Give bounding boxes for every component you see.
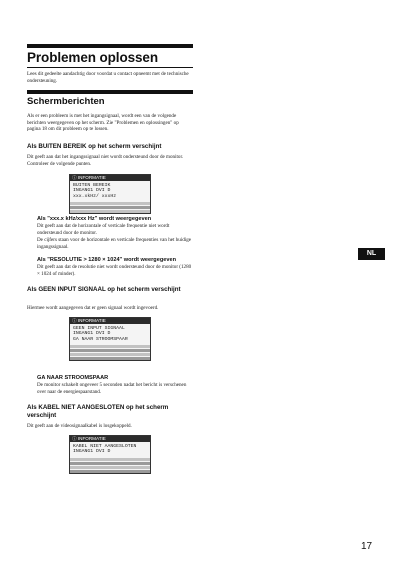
frequency-body: Dit geeft aan dat de horizontale of verticale frequentie niet wordt ondersteund door de monitor. [37,223,170,236]
info-icon: ⓘ [72,436,78,441]
geen-input-body: Hiermee wordt aangegeven dat er geen signaal wordt ingevoerd. [27,305,159,311]
section-rule [27,90,193,94]
osd-title: INFORMATIE [77,175,106,180]
stroomspaar-body: De monitor schakelt ongeveer 5 seconden nadat het bericht is verschenen over naar de energiespaarstand. [37,382,187,395]
osd-geen-input [69,317,151,361]
osd-message: KABEL NIET AANGESLOTEN INGANG1 DVI D [73,444,137,455]
page-number: 17 [361,541,373,552]
heading-stroomspaar: GA NAAR STROOMSPAAR [37,375,109,381]
resolutie-body: Dit geeft aan dat de resolutie niet wordt ondersteund door de monitor (1280 × 1024 of minder). [37,264,192,277]
osd-message: GEEN INPUT SIGNAAL INGANG1 DVI D GA NAAR STROOMSPAAR [73,326,128,342]
heading-resolutie: Als "RESOLUTIE > 1280 × 1024" wordt weergegeven [37,257,176,263]
frequency-body-2: De cijfers staan voor de horizontale en verticale frequenties van het huidige ingangssignaal. [37,237,192,250]
osd-title: INFORMATIE [77,436,106,441]
heading-kabel: Als KABEL NIET AANGESLOTEN op het scherm verschijnt [27,404,169,419]
page-title: Problemen oplossen [27,50,158,65]
osd-kabel [69,435,151,474]
info-icon: ⓘ [72,175,78,180]
section-title: Schermberichten [27,96,105,107]
title-rule [27,44,193,48]
buiten-bereik-body: Dit geeft aan dat het ingangssignaal niet wordt ondersteund door de monitor. Controleer de volgende punten. [27,154,184,167]
heading-geen-input: Als GEEN INPUT SIGNAAL op het scherm verschijnt [27,286,181,293]
language-tab: NL [358,248,385,260]
heading-buiten-bereik: Als BUITEN BEREIK op het scherm verschijnt [27,143,162,150]
osd-title: INFORMATIE [77,318,106,323]
osd-message: BUITEN BEREIK INGANG1 DVI D xxx.xkHz/ xxxHz [73,183,117,199]
osd-buiten-bereik [69,174,151,214]
intro-text: Lees dit gedeelte aandachtig door voordat u contact opneemt met de technische ondersteuning. [27,71,189,84]
title-underline [27,67,193,68]
info-icon: ⓘ [72,318,78,323]
heading-frequency: Als "xxx.x kHz/xxx Hz" wordt weergegeven [37,216,152,222]
kabel-body: Dit geeft aan de videosignaalkabel is losgekoppeld. [27,423,132,429]
section-intro: Als er een probleem is met het ingangsignaal, wordt een van de volgende berichten weergegeven op het scherm. Zie "Problemen en oplossingen" op pagina 18 om dit probleem op te lossen. [27,113,179,133]
